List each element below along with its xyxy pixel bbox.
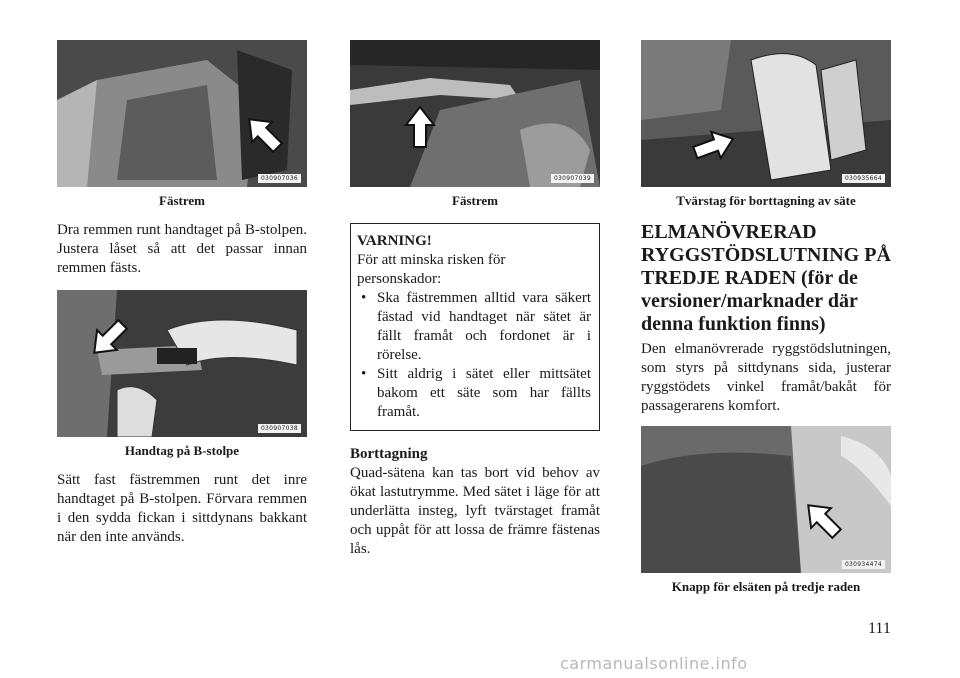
- paragraph: Sätt fast fästremmen runt det inre handtaget på B-stolpen. Förvara remmen i den sydda fickan i sittdynans bakkant när den inte används.: [57, 472, 307, 545]
- watermark: carmanualsonline.info: [560, 654, 748, 673]
- subheading: Borttagning: [350, 446, 428, 462]
- folded-seat-illustration: [350, 40, 600, 187]
- hand-strap-illustration: [57, 290, 307, 437]
- image-code: 030907039: [551, 174, 594, 183]
- photo-tether-strap-2: [350, 40, 600, 187]
- photo-caption: Knapp för elsäten på tredje raden: [671, 579, 861, 594]
- photo-power-seat-button: [641, 426, 891, 573]
- seat-side-illustration: [641, 426, 891, 573]
- photo-b-pillar-handle: [57, 290, 307, 437]
- paragraph: Den elmanövrerade ryggstödslutningen, som styrs på sittdynans sida, justerar ryggstödets vinkel framåt/bakåt för passagerarens komfort.: [641, 341, 891, 414]
- warning-list: [357, 289, 591, 422]
- photo-caption: Tvärstag för borttagning av säte: [676, 193, 856, 208]
- image-code: 030907038: [258, 424, 301, 433]
- photo-caption: Fästrem: [452, 193, 498, 208]
- warning-item: • Sitt aldrig i sätet eller mittsätet bakom ett säte som har fällts framåt.: [357, 365, 591, 422]
- image-code: 030935664: [842, 174, 885, 183]
- photo-caption: Handtag på B-stolpe: [124, 443, 240, 458]
- image-code: 030907036: [258, 174, 301, 183]
- warning-intro: För att minska risken för personskador:: [357, 252, 506, 287]
- column-left: [57, 40, 307, 547]
- photo-caption: Fästrem: [159, 193, 205, 208]
- paragraph: Quad-sätena kan tas bort vid behov av ökat lastutrymme. Med sätet i läge för att underlätta insteg, lyft tvärstaget framåt och uppåt för att lossa de främre fästenas lås.: [350, 465, 600, 557]
- column-middle: [350, 40, 600, 559]
- photo-crossbar: [641, 40, 891, 187]
- paragraph: Dra remmen runt handtaget på B-stolpen. Justera låset så att det passar innan remmen fästs.: [57, 222, 307, 276]
- section-heading: ELMANÖVRERAD RYGGSTÖDSLUTNING PÅ TREDJE RADEN (för de versioner/marknader där denna funktion finns): [641, 221, 891, 335]
- column-right: [641, 40, 891, 607]
- page-number: 111: [868, 620, 891, 637]
- warning-title: VARNING!: [357, 233, 432, 249]
- warning-box: [350, 223, 600, 431]
- image-code: 030934474: [842, 560, 885, 569]
- warning-item: • Ska fästremmen alltid vara säkert fästad vid handtaget när sätet är fällt framåt och fordonet är i rörelse.: [357, 289, 591, 365]
- seat-folded-illustration: [57, 40, 307, 187]
- seat-removal-illustration: [641, 40, 891, 187]
- photo-tether-strap-1: [57, 40, 307, 187]
